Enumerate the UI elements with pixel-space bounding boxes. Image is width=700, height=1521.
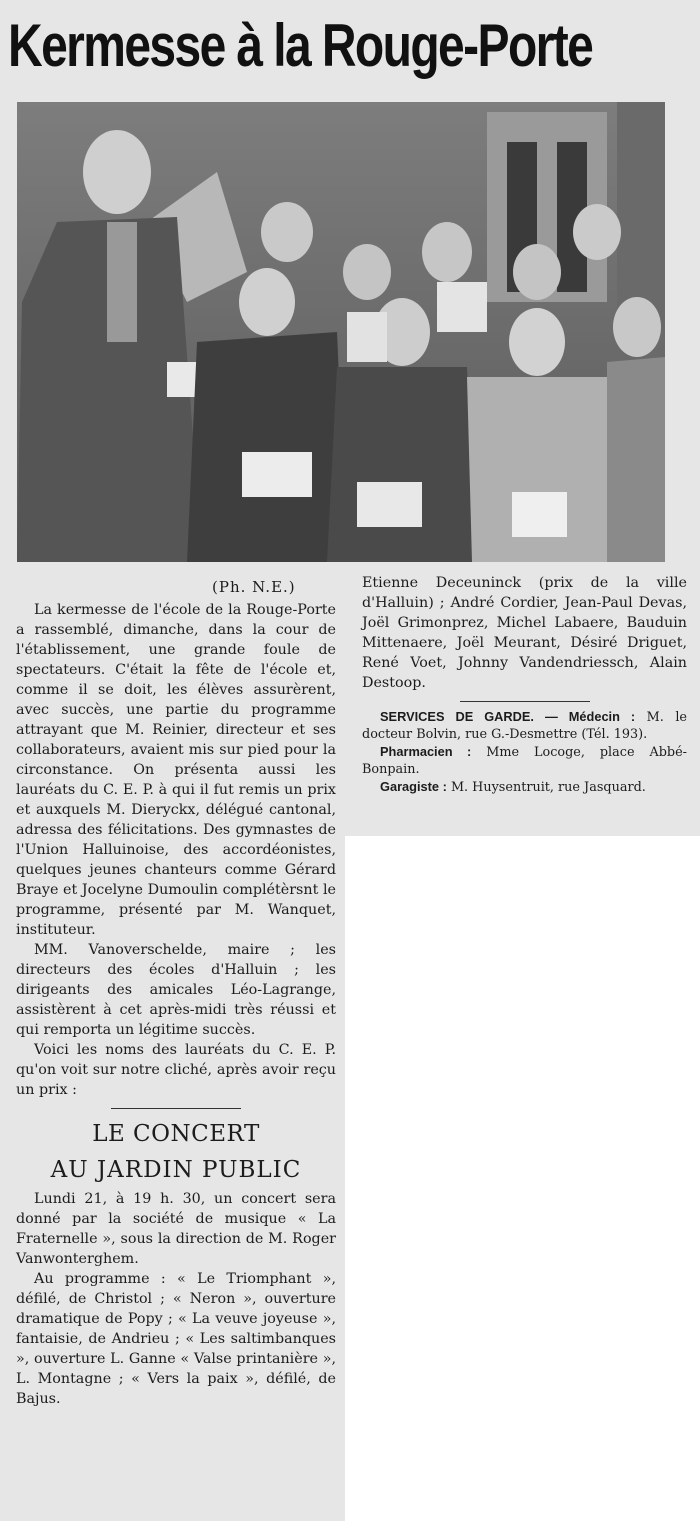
left-column bbox=[16, 600, 336, 1409]
laureates-list: Etienne Deceuninck (prix de la ville d'Halluin) ; André Cordier, Jean-Paul Devas, Joël Grimonprez, Michel Labaere, Bauduin Mittenaere, Joël Meurant, Désiré Driguet, René Voet, Johnny Vandendriessch, Alain Destoop. bbox=[362, 575, 687, 691]
pharmacien-text: Mme Locoge, place Abbé-Bonpain. bbox=[362, 745, 687, 777]
group-photo bbox=[17, 102, 665, 562]
article-paragraph: MM. Vanoverschelde, maire ; les directeurs des écoles d'Halluin ; les dirigeants des amicales Léo-Lagrange, assistèrent à cet après-midi très réussi et qui remporta un légitime succès. bbox=[16, 942, 336, 1038]
concert-title-line1: LE CONCERT bbox=[92, 1121, 260, 1147]
divider bbox=[460, 701, 590, 702]
medecin-text: M. le docteur Bolvin, rue G.-Desmettre (Tél. 193). bbox=[362, 710, 687, 742]
concert-paragraph: Lundi 21, à 19 h. 30, un concert sera donné par la société de musique « La Fraternelle », sous la direction de M. Roger Vanwonterghem. bbox=[16, 1191, 336, 1267]
garagiste-label: Garagiste : bbox=[380, 779, 447, 794]
right-column bbox=[362, 573, 687, 796]
headline: Kermesse à la Rouge-Porte bbox=[8, 12, 593, 79]
services-de-garde bbox=[362, 708, 687, 796]
pharmacien-label: Pharmacien : bbox=[380, 744, 472, 759]
article-paragraph: La kermesse de l'école de la Rouge-Porte a rassemblé, dimanche, dans la cour de l'établissement, une grande foule de spectateurs. C'était la fête de l'école et, comme il se doit, les élèves assurèrent, avec succès, une partie du programme attrayant que M. Reinier, directeur et ses collaborateurs, avaient mis sur pied pour la circonstance. On présenta aussi les lauréats du C. E. P. à qui il fut remis un prix et auxquels M. Dieryckx, délégué cantonal, adressa des félicitations. Des gymnastes de l'Union Halluinoise, des accordéonistes, quelques jeunes chanteurs comme Gérard Braye et Jocelyne Dumoulin complétèrsnt le programme, présenté par M. Wanquet, instituteur. bbox=[16, 602, 336, 938]
services-heading: SERVICES DE GARDE. — Médecin : bbox=[380, 709, 636, 724]
concert-title-line2: AU JARDIN PUBLIC bbox=[50, 1157, 302, 1183]
article-paragraph: Voici les noms des lauréats du C. E. P. qu'on voit sur notre cliché, après avoir reçu un prix : bbox=[16, 1042, 336, 1098]
photo-caption: (Ph. N.E.) bbox=[212, 578, 296, 596]
concert-paragraph: Au programme : « Le Triomphant », défilé, de Christol ; « Neron », ouverture dramatique de Popy ; « La veuve joyeuse », fantaisie, de Andrieu ; « Les saltimbanques », ouverture L. Ganne « Valse printanière », L. Montagne ; « Vers la paix », défilé, de Bajus. bbox=[16, 1271, 336, 1407]
divider bbox=[111, 1108, 241, 1109]
garagiste-text: M. Huysentruit, rue Jasquard. bbox=[450, 780, 646, 795]
